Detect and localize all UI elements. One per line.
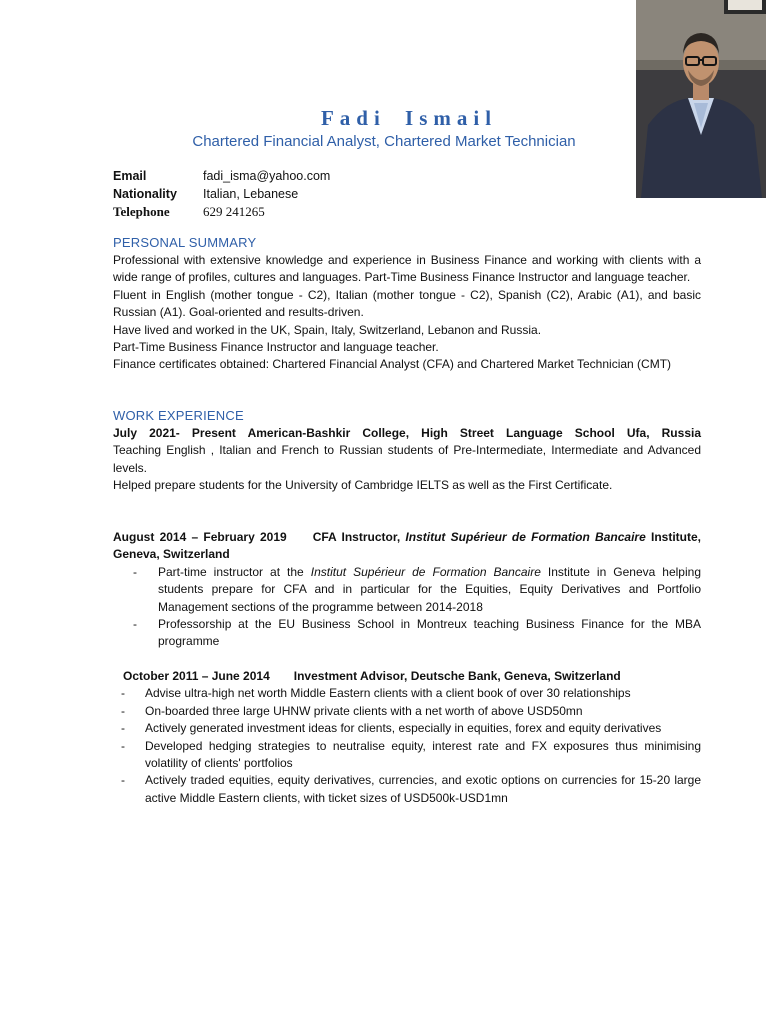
summary-paragraph: Part-Time Business Finance Instructor and language teacher. xyxy=(113,340,439,355)
job-header xyxy=(113,668,701,685)
list-item xyxy=(113,772,701,807)
contact-telephone-row xyxy=(113,203,330,221)
job-date: August 2014 – February 2019 xyxy=(113,530,287,544)
job-date: October 2011 – June 2014 xyxy=(123,669,270,683)
job-date: July 2021- Present xyxy=(113,426,236,440)
bullet-text: Advise ultra-high net worth Middle Eastern clients with a client book of over 30 relationships xyxy=(145,686,631,701)
list-item xyxy=(113,703,701,720)
bullet-text: Professorship at the EU Business School in Montreux teaching Business Finance for the MBA programme xyxy=(158,617,701,649)
list-item xyxy=(113,564,701,616)
list-item xyxy=(113,616,701,651)
summary-paragraph: Professional with extensive knowledge and experience in Business Finance and working with clients with a wide range of profiles, cultures and languages. Part-Time Business Finance Instructor and language teacher. xyxy=(113,253,701,285)
job-description: Teaching English , Italian and French to Russian students of Pre-Intermediate, Intermediate and Advanced levels. xyxy=(113,443,701,475)
bullet-dash: - xyxy=(121,721,125,736)
job-cfa-instructor xyxy=(113,529,701,651)
contact-block xyxy=(113,168,330,221)
candidate-name: Fadi Ismail xyxy=(320,106,498,130)
bullet-text: Part-time instructor at the xyxy=(158,564,304,579)
contact-nationality-row xyxy=(113,186,330,204)
summary-paragraph: Have lived and worked in the UK, Spain, Italy, Switzerland, Lebanon and Russia. xyxy=(113,322,542,337)
email-value: fadi_isma@yahoo.com xyxy=(203,169,331,183)
summary-paragraph: Fluent in English (mother tongue - C2), Italian (mother tongue - C2), Spanish (C2), Arabic (A1), and basic Russian (A1). Goal-oriented and results-driven. xyxy=(113,287,701,320)
bullet-text: Developed hedging strategies to neutralise equity, interest rate and FX exposures thus minimising volatility of clients' portfolios xyxy=(145,738,701,771)
bullet-text: Institute in Geneva helping students prepare for CFA and in particular for the Equities, Equity Derivatives and Portfolio Management sections of the programme between 2014-2018 xyxy=(158,564,701,614)
bullet-dash: - xyxy=(121,738,125,753)
job-description: Helped prepare students for the University of Cambridge IELTS as well as the First Certificate. xyxy=(113,478,613,493)
experience-heading: WORK EXPERIENCE xyxy=(113,408,244,423)
contact-email-row xyxy=(113,168,330,186)
bullet-dash: - xyxy=(133,564,137,579)
job-employer: American-Bashkir College, High Street Language School Ufa, Russia xyxy=(247,426,701,440)
list-item xyxy=(113,720,701,737)
job-role: CFA Instructor, xyxy=(312,530,401,544)
list-item xyxy=(113,738,701,773)
job-location: Institute, Geneva, Switzerland xyxy=(113,530,701,562)
email-label: Email xyxy=(113,169,147,183)
candidate-title: Chartered Financial Analyst, Chartered Market Technician xyxy=(192,133,576,150)
profile-photo xyxy=(636,0,766,198)
bullet-dash: - xyxy=(121,703,125,718)
bullet-dash: - xyxy=(133,617,137,632)
summary-body xyxy=(113,252,701,374)
bullet-text: On-boarded three large UHNW private clients with a net worth of above USD50mn xyxy=(145,703,583,718)
nationality-label: Nationality xyxy=(113,186,177,201)
telephone-label: Telephone xyxy=(113,204,170,219)
job-bullet-list xyxy=(113,685,701,807)
nationality-value: Italian, Lebanese xyxy=(203,186,299,201)
job-american-bashkir xyxy=(113,425,701,495)
bullet-text: Actively traded equities, equity derivatives, currencies, and exotic options on currencies for 15-20 large active Middle Eastern clients, with ticket sizes of USD500k-USD1mn xyxy=(145,773,701,805)
job-institute: Institut Supérieur de Formation Bancaire xyxy=(405,530,646,544)
summary-heading: PERSONAL SUMMARY xyxy=(113,235,257,250)
telephone-value: 629 241265 xyxy=(203,204,265,219)
list-item xyxy=(113,685,701,702)
bullet-text: Actively generated investment ideas for clients, especially in equities, forex and equity derivatives xyxy=(145,721,662,736)
bullet-dash: - xyxy=(121,686,125,701)
job-deutsche-bank xyxy=(113,668,701,807)
bullet-text-italic: Institut Supérieur de Formation Bancaire xyxy=(310,564,541,579)
job-header xyxy=(113,425,701,442)
job-bullet-list xyxy=(113,564,701,651)
job-header xyxy=(113,529,701,564)
summary-paragraph: Finance certificates obtained: Chartered Financial Analyst (CFA) and Chartered Market Technician (CMT) xyxy=(113,357,672,372)
job-role: Investment Advisor, Deutsche Bank, Geneva, Switzerland xyxy=(293,669,621,683)
bullet-dash: - xyxy=(121,773,125,788)
